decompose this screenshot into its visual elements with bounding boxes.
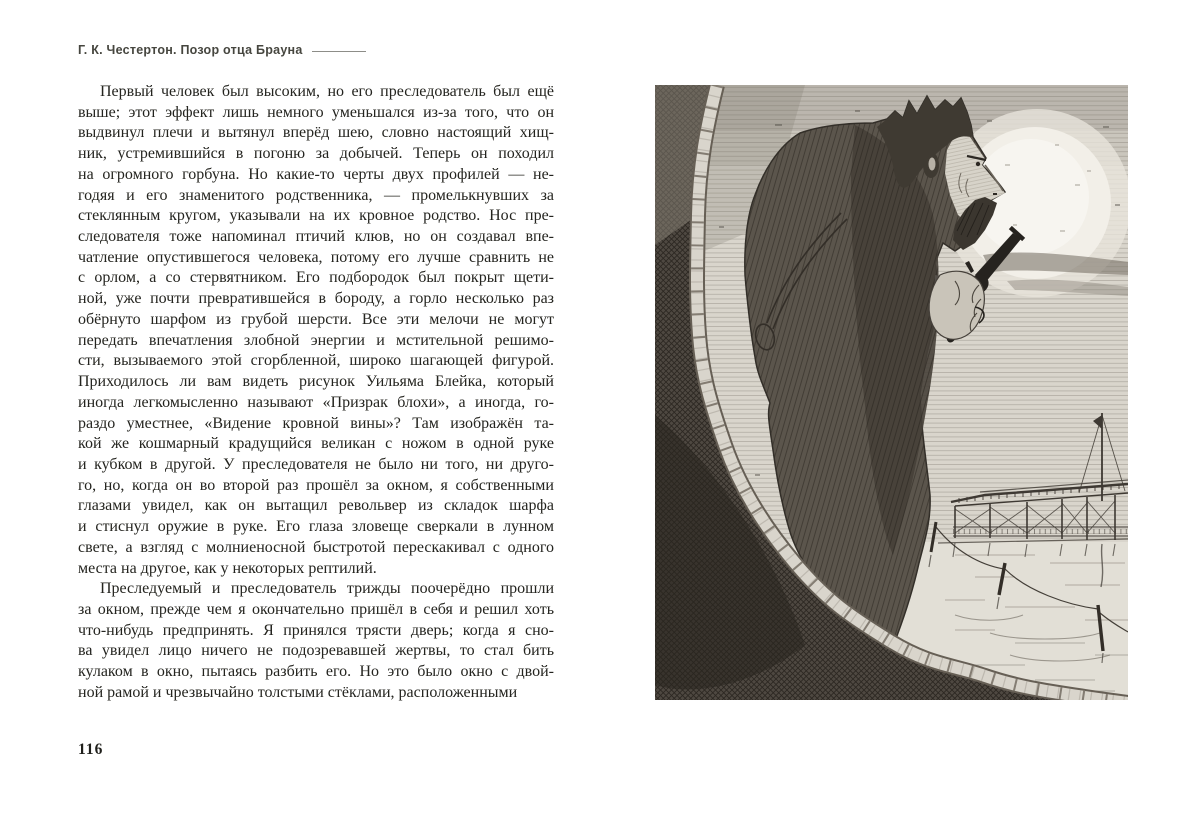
text-line: Приходилось ли вам видеть рисунок Уильяма Блейка, который	[78, 373, 554, 391]
text-line: ной рамой и чрезвычайно толстыми стёклами, расположенными	[78, 683, 518, 701]
text-line: иногда легкомысленно называют «Призрак блохи», а иногда, го-	[78, 393, 554, 411]
paragraph	[78, 82, 554, 579]
text-line: передать впечатления злобной энергии и мстительной решимо-	[78, 331, 554, 349]
text-line: стеклянным кругом, указывали на их кровное родство. Нос пре-	[78, 207, 554, 225]
paragraph	[78, 579, 554, 703]
text-line: кой же кошмарный крадущийся великан с ножом в одной руке	[78, 435, 554, 453]
text-line: ник, устремившийся в погоню за добычей. Теперь он походил	[78, 145, 554, 163]
text-line: и стиснул оружие в руке. Его глаза зловеще сверкали в лунном	[78, 518, 554, 536]
body-text	[78, 82, 554, 704]
text-line: выше; этот эффект лишь немного уменьшался из-за того, что он	[78, 103, 554, 121]
text-line: за окном, прежде чем я окончательно пришёл в себя и решил хоть	[78, 600, 554, 618]
text-line: что-нибудь предпринять. Я принялся трясти дверь; когда я сно-	[78, 621, 554, 639]
text-line: на огромного горбуна. Но какие-то черты двух профилей — не-	[78, 165, 554, 183]
text-line: глазами увидел, как он вытащил револьвер из складок шарфа	[78, 497, 554, 515]
text-line: Первый человек был высоким, но его преследователь был ещё	[100, 83, 554, 100]
running-header	[78, 43, 366, 57]
text-line: Преследуемый и преследователь трижды поочерёдно прошли	[100, 580, 554, 598]
illustration	[655, 85, 1128, 700]
header-rule	[312, 51, 366, 52]
text-line: ва увидел лицо ничего не подозревавшей жертвы, то стал бить	[78, 642, 554, 660]
text-line: с орлом, а со стервятником. Его подбородок был покрыт щети-	[78, 269, 554, 287]
text-line: раздо уместнее, «Видение кровной вины»? Там изображён та-	[78, 414, 554, 432]
pencil-drawing	[655, 85, 1128, 700]
text-line: и кубком в другой. У преследователя не было ни того, ни друго-	[78, 455, 554, 473]
text-line: го, но, когда он во второй раз прошёл за окном, я собственными	[78, 476, 554, 494]
text-line: сти, вызываемого этой сгорбленной, широко шагающей фигурой.	[78, 352, 554, 370]
text-line: следователя тоже напоминал птичий клюв, но он создавал впе-	[78, 228, 554, 246]
running-header-text: Г. К. Честертон. Позор отца Брауна	[78, 43, 303, 57]
text-line: обёрнуто шарфом из грубой шерсти. Все эти мелочи не могут	[78, 310, 554, 328]
page-number: 116	[78, 741, 104, 758]
text-line: места на другое, как у некоторых рептилий.	[78, 559, 377, 577]
text-line: чатление опустившегося человека, потому его лучше сравнить не	[78, 248, 554, 266]
text-line: выдвинул плечи и вытянул вперёд шею, словно настоящий хищ-	[78, 124, 554, 142]
text-line: ной, уже почти превратившейся в бороду, а горло несколько раз	[78, 290, 554, 308]
text-line: свете, а взгляд с молниеносной быстротой перескакивал с одного	[78, 538, 554, 556]
text-line: кулаком в окно, пытаясь разбить его. Но это было окно с двой-	[78, 663, 554, 681]
ear	[923, 152, 939, 178]
text-line: годяя и его знаменитого родственника, — промелькнувших за	[78, 186, 554, 204]
